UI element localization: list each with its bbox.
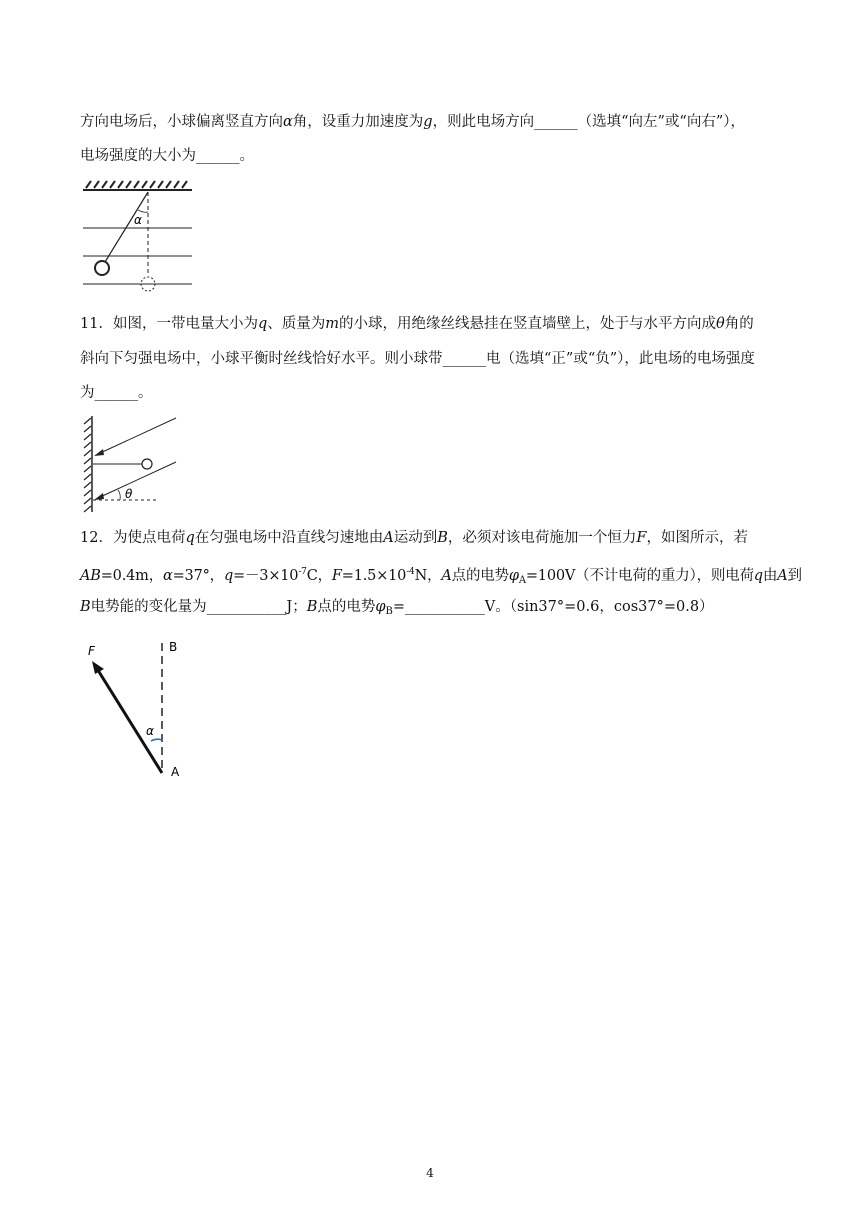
q11-line-3: 为______。 xyxy=(80,385,153,401)
q10-line-1: 方向电场后，小球偏离竖直方向α角，设重力加速度为g，则此电场方向______（选填“向左”或“向右”）， xyxy=(80,114,745,130)
q12-fig-label-F: F xyxy=(88,644,95,658)
q12-fig-label-alpha: α xyxy=(146,724,154,738)
q12-fig-label-A: A xyxy=(171,765,180,779)
q12-figure xyxy=(80,635,195,783)
q11-line-1: 11．如图，一带电量大小为q、质量为m的小球，用绝缘丝线悬挂在竖直墙壁上，处于与水平方向成θ角的 xyxy=(80,316,754,332)
q10-fig-alpha-label: α xyxy=(134,213,142,227)
q11-figure xyxy=(78,414,183,514)
page-number: 4 xyxy=(426,1166,434,1180)
q10-line-2: 电场强度的大小为______。 xyxy=(80,148,254,164)
q12-line-1: 12．为使点电荷q在匀强电场中沿直线匀速地由A运动到B，必须对该电荷施加一个恒力F，如图所示，若 xyxy=(80,530,748,546)
q11-fig-theta-label: θ xyxy=(125,487,133,501)
q10-figure xyxy=(80,178,195,294)
q11-line-2: 斜向下匀强电场中，小球平衡时丝线恰好水平。则小球带______电（选填“正”或“负”），此电场的电场强度 xyxy=(80,351,755,367)
q12-line-3: B电势能的变化量为___________J；B点的电势$\varphi_B=\_\_\_\_\_\_\_\_\_\_\_V$。（sin37°=0.6，cos37°=0.8） xyxy=(80,599,714,617)
q12-fig-label-B: B xyxy=(169,640,178,654)
q12-line-2: AB=0.4m，α=37°，$q=-3\times 10^{-7}C$，$F=1.5\times 10^{-4}N$，A点的电势$\varphi_A=100V$（不计电荷的重力），则电荷q由A到 xyxy=(80,567,802,586)
